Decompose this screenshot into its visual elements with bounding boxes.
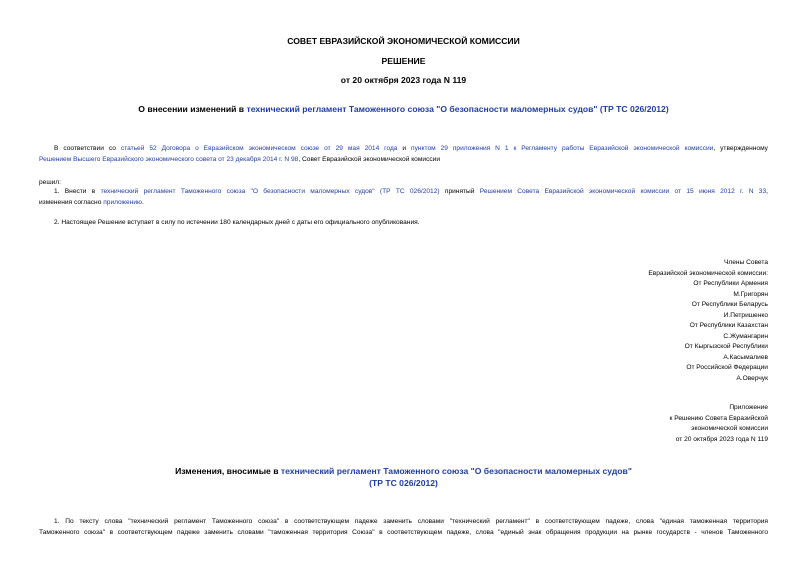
- appendix-ref-line: экономической комиссии: [691, 425, 768, 432]
- item-1-regulation-link[interactable]: технический регламент Таможенного союза "О безопасности маломерных судов" (ТР ТС 026/2012): [100, 188, 440, 195]
- title-regulation-link[interactable]: технический регламент Таможенного союза "О безопасности маломерных судов" (ТР ТС 026/2012): [246, 104, 669, 114]
- doc-type-heading: РЕШЕНИЕ: [381, 56, 426, 66]
- org-heading: СОВЕТ ЕВРАЗИЙСКОЙ ЭКОНОМИЧЕСКОЙ КОМИССИИ: [287, 36, 520, 46]
- council-decision-link[interactable]: Решением Совета Евразийской экономической комиссии от 15 июня 2012 г. N 33: [479, 188, 767, 195]
- signature-line: С.Жумангарин: [723, 332, 768, 340]
- preamble-text-4: , Совет Евразийской экономической комиссии: [298, 156, 441, 163]
- change-1-line-1: 1. По тексту слова "технический регламент Таможенного союза" в соответствующем падеже заменить словами "технический регламент" в соответствующем падеже, слова "единая таможенная территория: [54, 518, 768, 525]
- signature-line: А.Касымалиев: [723, 353, 768, 361]
- item-1-line-1: [54, 186, 768, 197]
- signature-line: От Кыргызской Республики: [684, 343, 768, 350]
- signatures-block: [648, 258, 768, 384]
- signature-line: Евразийской экономической комиссии:: [648, 269, 768, 277]
- changes-regulation-link[interactable]: технический регламент Таможенного союза "О безопасности маломерных судов": [280, 466, 632, 476]
- preamble-line-2: [39, 154, 440, 165]
- appendix-reference: [670, 403, 768, 445]
- item-2: 2. Настоящее Решение вступает в силу по истечении 180 календарных дней с даты его официального опубликования.: [54, 219, 420, 226]
- item-1-text-2: принятый: [439, 188, 480, 195]
- signature-line: От Республики Беларусь: [691, 301, 768, 308]
- preamble-text-2: и: [397, 145, 412, 152]
- changes-title-line-1: [0, 466, 807, 476]
- preamble-text-1: В соответствии со: [54, 145, 121, 152]
- title-prefix: О внесении изменений в: [138, 104, 247, 114]
- signature-line: М.Григорян: [733, 290, 768, 298]
- document-title: [0, 104, 807, 114]
- changes-title-line-2: [0, 478, 807, 488]
- appendix-ref-line: от 20 октября 2023 года N 119: [675, 435, 768, 443]
- changes-regulation-code-link[interactable]: (ТР ТС 026/2012): [369, 478, 438, 488]
- decided-label: решил:: [39, 179, 61, 186]
- date-number-heading: от 20 октября 2023 года N 119: [340, 75, 467, 85]
- signature-line: А.Оверчук: [736, 374, 768, 382]
- item-1-text-3: ,: [766, 188, 768, 195]
- item-1-text-4: изменения согласно: [39, 199, 104, 206]
- change-1-line-2: Таможенного союза" в соответствующем падеже заменить словами "таможенная территория Союза" в соответствующем падеже, слова "единый знак обращения продукции на рынке государств - членов Таможенного: [39, 529, 768, 536]
- rules-item-link[interactable]: пунктом 29 приложения N 1 к Регламенту работы Евразийской экономической комиссии: [411, 145, 714, 152]
- signature-line: От Республики Армения: [693, 280, 768, 287]
- preamble-text-3: , утвержденному: [713, 145, 768, 152]
- signature-line: От Российской Федерации: [686, 364, 768, 371]
- appendix-link[interactable]: приложению: [103, 199, 142, 206]
- preamble-line-1: [54, 143, 768, 154]
- treaty-article-link[interactable]: статьей 52 Договора о Евразийском экономическом союзе от 29 мая 2014 года: [120, 145, 398, 152]
- item-1-text-5: .: [142, 199, 144, 206]
- appendix-ref-line: к Решению Совета Евразийской: [669, 414, 768, 422]
- supreme-council-decision-link[interactable]: Решением Высшего Евразийского экономического совета от 23 декабря 2014 г. N 98: [39, 156, 299, 163]
- appendix-ref-line: Приложение: [729, 404, 768, 411]
- item-1-text-1: 1. Внести в: [54, 188, 101, 195]
- item-1-line-2: [39, 197, 144, 208]
- signature-line: И.Петришенко: [723, 311, 768, 319]
- signature-line: От Республики Казахстан: [689, 322, 768, 329]
- changes-title-prefix: Изменения, вносимые в: [175, 466, 281, 476]
- signature-line: Члены Совета: [723, 259, 768, 266]
